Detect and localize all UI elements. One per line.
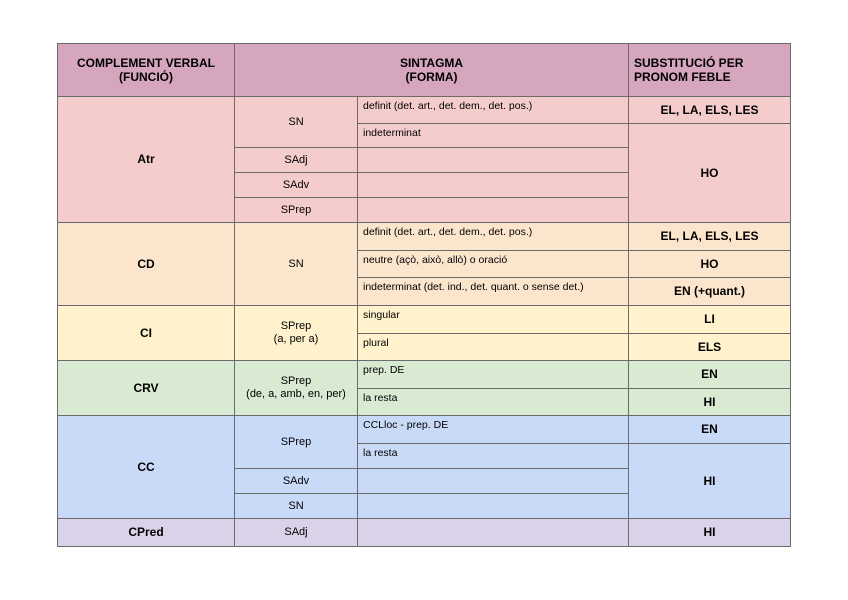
detail-cell: la resta [358,389,629,416]
detail-cell-empty [358,469,629,494]
substitution-cell: EN [629,416,791,444]
detail-cell-empty [358,494,629,519]
form-sprep [235,306,358,361]
table-row [58,361,791,389]
table-row [58,416,791,444]
function-cd: CD [58,223,235,306]
form-sprep: SPrep [235,416,358,469]
detail-cell: plural [358,334,629,361]
form-sadj: SAdj [235,148,358,173]
substitution-cell: EL, LA, ELS, LES [629,97,791,124]
detail-cell: singular [358,306,629,334]
substitution-cell: HI [629,389,791,416]
table-row [58,519,791,547]
header-row [58,44,791,97]
detail-cell: indeterminat [358,124,629,148]
form-sn: SN [235,97,358,148]
substitution-cell: EL, LA, ELS, LES [629,223,791,251]
header-function-line1: COMPLEMENT VERBAL [77,56,215,70]
header-function-line2: (FUNCIÓ) [119,70,173,84]
detail-cell: prep. DE [358,361,629,389]
form-sadv: SAdv [235,469,358,494]
header-form-line2: (FORMA) [405,70,458,84]
detail-cell-empty [358,148,629,173]
function-crv: CRV [58,361,235,416]
pronoun-substitution-table [57,43,791,547]
substitution-cell: EN [629,361,791,389]
header-substitution-line2: PRONOM FEBLE [634,70,731,84]
detail-cell-empty [358,519,629,547]
form-sprep: SPrep [235,198,358,223]
detail-cell: indeterminat (det. ind., det. quant. o sense det.) [358,278,629,306]
function-cc: CC [58,416,235,519]
substitution-cell: HO [629,124,791,223]
detail-cell: definit (det. art., det. dem., det. pos.) [358,223,629,251]
table-row [58,306,791,334]
detail-cell: neutre (açò, això, allò) o oració [358,251,629,278]
form-sn: SN [235,494,358,519]
form-sprep-line2: (de, a, amb, en, per) [246,388,346,400]
header-form-line1: SINTAGMA [399,56,464,70]
form-sprep [235,361,358,416]
form-sprep-line1: SPrep [280,320,312,332]
detail-cell-empty [358,173,629,198]
form-sprep-line2: (a, per a) [273,333,319,345]
header-function [58,44,235,97]
form-sadj: SAdj [235,519,358,547]
form-sadv: SAdv [235,173,358,198]
header-substitution-line1: SUBSTITUCIÓ PER [634,56,744,70]
function-ci: CI [58,306,235,361]
function-atr: Atr [58,97,235,223]
header-substitution [629,44,791,97]
substitution-cell: EN (+quant.) [629,278,791,306]
form-sprep-line1: SPrep [280,375,312,387]
detail-cell-empty [358,198,629,223]
header-form [235,44,629,97]
substitution-cell: HI [629,519,791,547]
substitution-cell: HO [629,251,791,278]
detail-cell: la resta [358,444,629,469]
form-sn: SN [235,223,358,306]
table-row [58,97,791,124]
function-cpred: CPred [58,519,235,547]
substitution-cell: ELS [629,334,791,361]
detail-cell: definit (det. art., det. dem., det. pos.) [358,97,629,124]
substitution-cell: HI [629,444,791,519]
table-row [58,223,791,251]
substitution-cell: LI [629,306,791,334]
detail-cell: CCLloc - prep. DE [358,416,629,444]
